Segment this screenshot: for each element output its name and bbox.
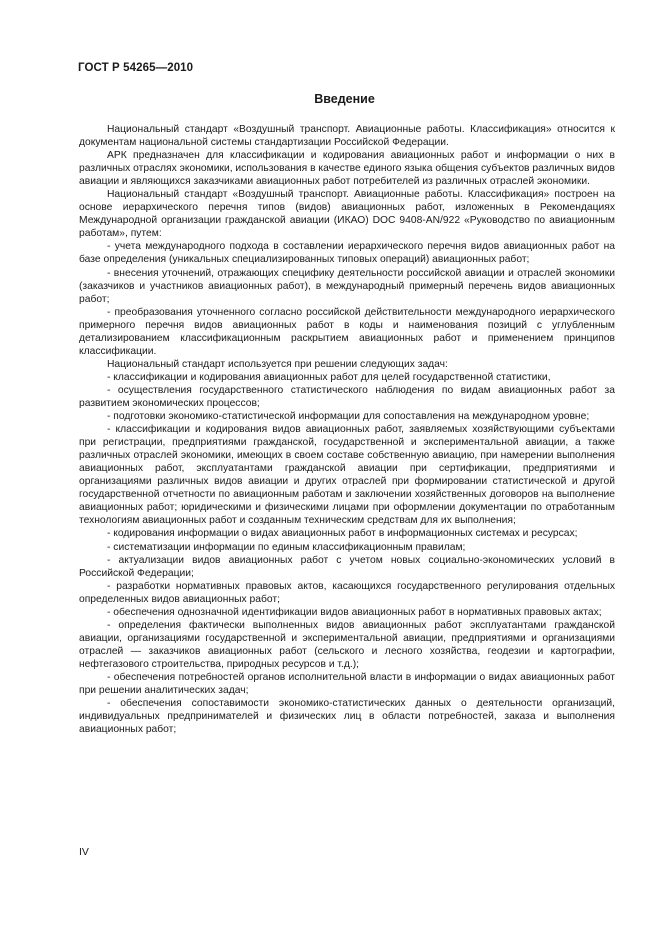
paragraph: Национальный стандарт используется при решении следующих задач: bbox=[107, 358, 448, 370]
list-item: - классификации и кодирования видов авиационных работ, заявляемых хозяйствующими субъектами при регистрации, предприятиями гражданской, государственной и экспериментальной авиации, а также различных отраслей экономики, имеющих в своем составе собственную авиацию, при намерении выполнения авиационных работ, эксплуатантами гражданской авиации при сертификации, предприятиями и организациями различных видов авиации и других отраслей при формировании статистической и другой государственной отчетности по авиационным работам и заключении хозяйственных договоров на выполнение авиационных работ; юридическими и физическими лицами при оформлении документации по отработанным технологиям авиационных работ и созданным техническим средствам для их выполнения; bbox=[79, 424, 615, 527]
list-item: - систематизации информации по единым классификационным правилам; bbox=[107, 541, 466, 553]
list-item: - обеспечения однозначной идентификации видов авиационных работ в нормативных правовых актах; bbox=[107, 606, 602, 618]
section-title: Введение bbox=[314, 92, 375, 106]
paragraph: Национальный стандарт «Воздушный транспорт. Авиационные работы. Классификация» относится к документам национальной системы стандартизации Российской Федерации. bbox=[79, 124, 615, 149]
list-item: - учета международного подхода в составлении иерархического перечня видов авиационных работ на базе определения (уникальных специализированных типовых операций) авиационных работ; bbox=[79, 241, 615, 266]
paragraph: АРК предназначен для классификации и кодирования авиационных работ и информации о них в различных отраслях экономики, использования в качестве единого языка общения субъектов различных видов авиации и являющихся заказчиками авиационных работ потребителей из различных отраслей экономики. bbox=[79, 150, 615, 188]
document-body bbox=[79, 123, 615, 736]
list-item: - актуализации видов авиационных работ с учетом новых социально-экономических условий в Российской Федерации; bbox=[79, 554, 615, 579]
list-item: - кодирования информации о видах авиационных работ в информационных системах и ресурсах; bbox=[107, 528, 578, 540]
list-item: - разработки нормативных правовых актов, касающихся государственного регулирования отдельных определенных видов авиационных работ; bbox=[79, 580, 615, 605]
list-item: - обеспечения сопоставимости экономико-статистических данных о деятельности организаций, индивидуальных предпринимателей и физических лиц в области потребностей, заказа и выполнения авиационных работ; bbox=[79, 698, 615, 736]
list-item: - классификации и кодирования авиационных работ для целей государственной статистики, bbox=[107, 371, 551, 383]
list-item: - преобразования уточненного согласно российской действительности международного иерархического примерного перечня видов авиационных работ в коды и наименования позиций с углубленным детализированием классификационным раскрытием авиационных работ и применением принципов классификации. bbox=[79, 306, 615, 357]
list-item: - определения фактически выполненных видов авиационных работ эксплуатантами гражданской авиации, организациями государственной и экспериментальной авиации, предприятиями и организациями отраслей — заказчиков авиационных работ (сельского и лесного хозяйства, геодезии и картографии, нефтегазового строительства, природных ресурсов и т.д.); bbox=[79, 619, 615, 670]
list-item: - осуществления государственного статистического наблюдения по видам авиационных работ за развитием экономических процессов; bbox=[79, 384, 615, 409]
standard-code: ГОСТ Р 54265—2010 bbox=[78, 62, 194, 74]
list-item: - обеспечения потребностей органов исполнительной власти в информации о видах авиационных работ при решении аналитических задач; bbox=[79, 671, 615, 697]
list-item: - внесения уточнений, отражающих специфику деятельности российской авиации и отраслей экономики (заказчиков и участников авиационных работ), в международный примерный перечень видов авиационных работ; bbox=[79, 267, 615, 305]
page-number: IV bbox=[79, 846, 89, 858]
list-item: - подготовки экономико-статистической информации для сопоставления на международном уровне; bbox=[107, 411, 590, 423]
paragraph: Национальный стандарт «Воздушный транспорт. Авиационные работы. Классификация» построен на основе иерархического перечня типов (видов) авиационных работ, изложенных в Рекомендациях Международной организации гражданской авиации (ИКАО) DOC 9408-AN/922 «Руководство по авиационным работам», путем: bbox=[79, 189, 615, 240]
